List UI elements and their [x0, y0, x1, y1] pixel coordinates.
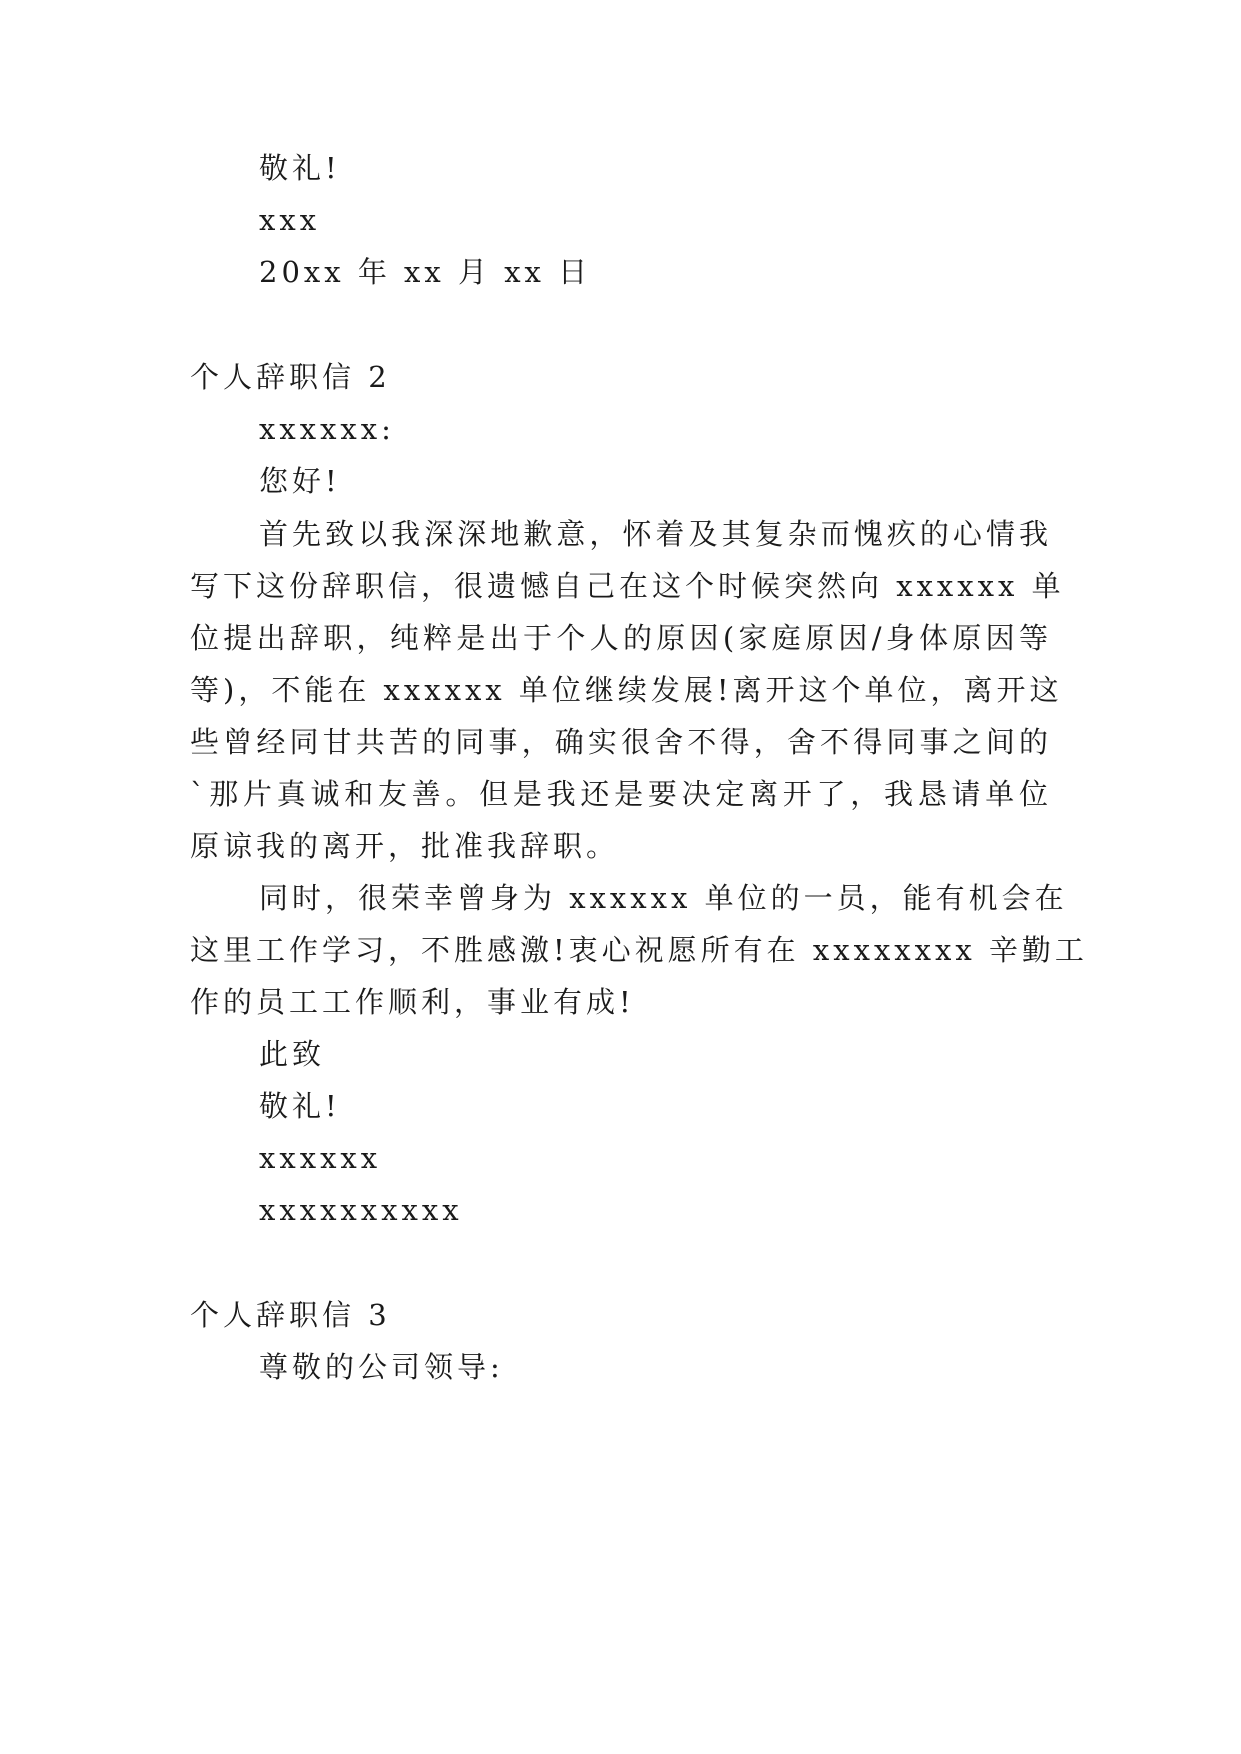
letter2-p2-line: 同时，很荣幸曾身为 xxxxxx 单位的一员，能有机会在 [259, 881, 1068, 915]
letter2-heading: 个人辞职信 2 [190, 360, 391, 394]
letter2-closing1: 此致 [259, 1037, 326, 1071]
letter2-p2-line: 作的员工工作顺利，事业有成! [190, 985, 635, 1019]
letter2-p1-line: 写下这份辞职信，很遗憾自己在这个时候突然向 xxxxxx 单 [190, 569, 1065, 603]
letter2-greeting: 您好! [259, 464, 341, 498]
letter2-p1-line: 等)，不能在 xxxxxx 单位继续发展!离开这个单位，离开这 [190, 673, 1063, 707]
letter2-p1-line: `那片真诚和友善。但是我还是要决定离开了，我恳请单位 [190, 777, 1052, 811]
letter2-p1-line: 首先致以我深深地歉意，怀着及其复杂而愧疚的心情我 [259, 517, 1052, 551]
letter2-p1-line: 些曾经同甘共苦的同事，确实很舍不得，舍不得同事之间的 [190, 725, 1052, 759]
letter3-salutation: 尊敬的公司领导: [259, 1350, 504, 1384]
letter1-closing: 敬礼! [259, 151, 341, 185]
letter2-p1-line: 位提出辞职，纯粹是出于个人的原因(家庭原因/身体原因等 [190, 621, 1052, 655]
letter2-closing2: 敬礼! [259, 1089, 341, 1123]
letter1-signature: xxx [259, 203, 321, 237]
letter1-date: 20xx 年 xx 月 xx 日 [259, 255, 592, 289]
letter3-heading: 个人辞职信 3 [190, 1298, 391, 1332]
letter2-date: xxxxxxxxxx [259, 1193, 463, 1227]
letter2-signature: xxxxxx [259, 1141, 382, 1175]
letter2-p2-line: 这里工作学习，不胜感激!衷心祝愿所有在 xxxxxxxx 辛勤工 [190, 933, 1088, 967]
letter2-p1-line: 原谅我的离开，批准我辞职。 [190, 829, 620, 863]
letter2-salutation: xxxxxx: [259, 412, 395, 446]
